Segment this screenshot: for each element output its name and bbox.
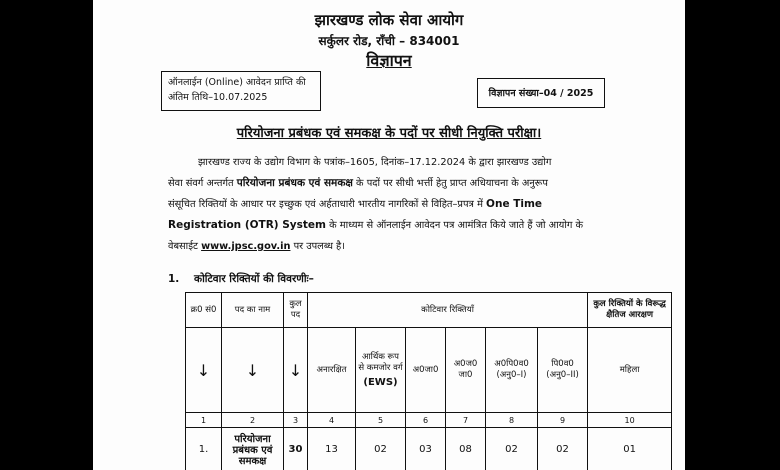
header-serial: क्र0 सं0 [186, 293, 222, 328]
section-number: 1. [168, 273, 180, 285]
column-number: 8 [486, 413, 538, 428]
subheader-st: अ0जा0 [406, 328, 446, 413]
jpsc-website-link[interactable]: www.jpsc.gov.in [201, 241, 291, 252]
row-post-name: परियोजना प्रबंधक एवं समकक्ष [222, 428, 284, 470]
advertisement-number: विज्ञापन संख्या–04 / 2025 [488, 88, 594, 99]
row-unreserved: 13 [308, 428, 356, 470]
row-total: 30 [284, 428, 308, 470]
intro-paragraph [168, 152, 623, 257]
down-arrow-icon: ↓ [284, 328, 308, 413]
advertisement-heading: विज्ञापन [366, 51, 412, 70]
subheader-sc: अ0ज0 जा0 [446, 328, 486, 413]
row-women: 01 [588, 428, 672, 470]
column-number: 3 [284, 413, 308, 428]
subheader-ews: आर्थिक रूप से कमजोर वर्ग (EWS) [356, 328, 406, 413]
intro-line-4: Registration (OTR) System के माध्यम से ऑनलाईन आवेदन पत्र आमंत्रित किये जाते हैं जो आयोग के [168, 219, 584, 231]
column-number: 9 [538, 413, 588, 428]
intro-line-2: सेवा संवर्ग अन्तर्गत परियोजना प्रबंधक एवं समकक्ष के पदों पर सीधी भर्त्ती हेतु प्राप्त अधियाचना के अनुरूप [168, 177, 548, 189]
column-number: 2 [222, 413, 284, 428]
intro-line-1: झारखण्ड राज्य के उद्योग विभाग के पत्रांक–1605, दिनांक–17.12.2024 के द्वारा झारखण्ड उद्योग [198, 157, 552, 168]
table-subheader-row [186, 328, 672, 413]
row-ews: 02 [356, 428, 406, 470]
header-category-vacancies: कोटिवार रिक्तियाँ [308, 293, 588, 328]
intro-line-5: वेबसाईट www.jpsc.gov.in पर उपलब्ध है। [168, 241, 345, 252]
subheader-ebc: अ0पि0व0 (अनु0–I) [486, 328, 538, 413]
advertisement-number-box [477, 78, 605, 108]
column-number: 1 [186, 413, 222, 428]
document-page [93, 0, 685, 470]
row-st: 03 [406, 428, 446, 470]
table-row [186, 428, 672, 470]
column-number: 10 [588, 413, 672, 428]
organization-name: झारखण्ड लोक सेवा आयोग [314, 11, 464, 29]
column-number: 4 [308, 413, 356, 428]
header-horizontal-reservation: कुल रिक्तियों के विरूद्ध क्षैतिज आरक्षण [588, 293, 672, 328]
row-serial: 1. [186, 428, 222, 470]
subheader-unreserved: अनारक्षित [308, 328, 356, 413]
vacancy-table [185, 292, 672, 470]
section-title: कोटिवार रिक्तियों की विवरणीः– [194, 273, 314, 285]
organization-address: सर्कुलर रोड, राँची – 834001 [318, 34, 460, 48]
last-date-line-2: अंतिम तिथि–10.07.2025 [168, 92, 268, 103]
down-arrow-icon: ↓ [186, 328, 222, 413]
row-ebc: 02 [486, 428, 538, 470]
header-post-name: पद का नाम [222, 293, 284, 328]
column-number-row [186, 413, 672, 428]
column-number: 7 [446, 413, 486, 428]
row-sc: 08 [446, 428, 486, 470]
down-arrow-icon: ↓ [222, 328, 284, 413]
column-number: 6 [406, 413, 446, 428]
row-bc: 02 [538, 428, 588, 470]
column-number: 5 [356, 413, 406, 428]
subheader-bc: पि0व0 (अनु0–II) [538, 328, 588, 413]
exam-title: परियोजना प्रबंधक एवं समकक्ष के पदों पर सीधी नियुक्ति परीक्षा। [236, 126, 542, 141]
last-date-line-1: ऑनलाईन (Online) आवेदन प्राप्ति की [168, 77, 306, 88]
last-date-box [161, 71, 321, 111]
intro-line-3: संसूचित रिक्तियों के आधार पर इच्छुक एवं अर्हताधारी भारतीय नागरिकों से विहित–प्रपत्र में One Time [168, 198, 543, 210]
header-total-posts: कुल पद [284, 293, 308, 328]
table-header-row [186, 293, 672, 328]
section-1-heading [168, 272, 314, 286]
subheader-women: महिला [588, 328, 672, 413]
